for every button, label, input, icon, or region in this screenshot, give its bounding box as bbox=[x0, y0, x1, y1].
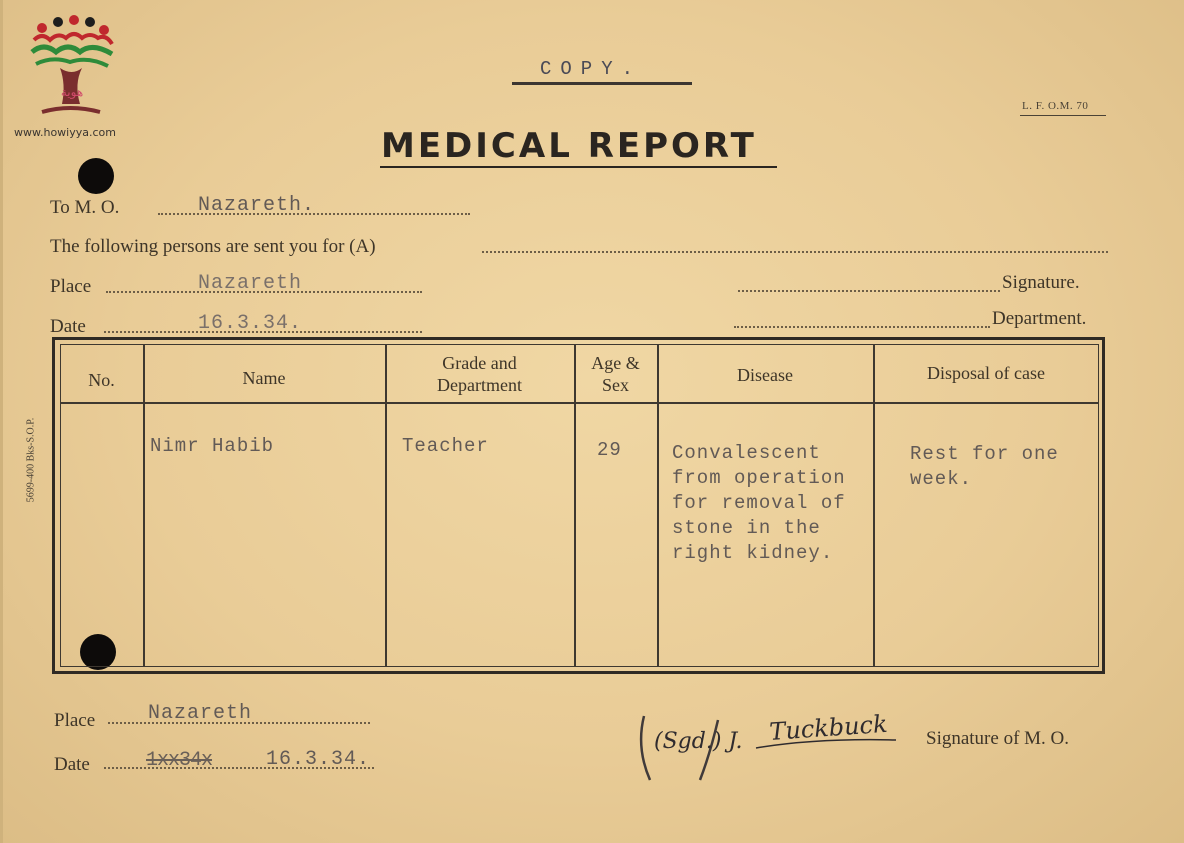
table-header-divider bbox=[60, 402, 1099, 404]
signature-label: Signature. bbox=[1002, 272, 1080, 293]
persons-dotted-line bbox=[482, 251, 1108, 253]
row-1-age[interactable]: 29 bbox=[597, 439, 622, 461]
title-underline bbox=[380, 166, 777, 168]
header-grade: Grade and Department bbox=[437, 353, 522, 395]
signature-name: Tuckbuck bbox=[768, 709, 889, 746]
footer-date-value[interactable]: 16.3.34. bbox=[266, 748, 371, 771]
copy-underline bbox=[512, 82, 692, 85]
signature-dotted-line bbox=[738, 290, 1000, 292]
row-1-name[interactable]: Nimr Habib bbox=[150, 435, 275, 457]
footer-place-label: Place bbox=[54, 710, 96, 731]
mo-signature-label: Signature of M. O. bbox=[926, 728, 1070, 749]
form-code-underline bbox=[1020, 115, 1106, 116]
col-divider-4 bbox=[657, 344, 659, 667]
header-name: Name bbox=[242, 368, 286, 388]
logo-text: هوية bbox=[60, 85, 84, 99]
howiyya-logo bbox=[22, 14, 118, 122]
row-1-disposal[interactable]: Rest for one week. bbox=[910, 443, 1059, 490]
date-label: Date bbox=[50, 316, 86, 337]
date-value[interactable]: 16.3.34. bbox=[198, 312, 303, 335]
to-mo-value[interactable]: Nazareth. bbox=[198, 194, 316, 217]
col-divider-1 bbox=[143, 344, 145, 667]
footer-date-struck: 1xx34x bbox=[146, 749, 213, 772]
side-print-code-text: 5699-400 Bks-S.O.P. bbox=[25, 417, 37, 503]
mo-handwritten-signature bbox=[636, 708, 936, 783]
persons-label: The following persons are sent you for (A) bbox=[50, 236, 376, 257]
footer-place-value[interactable]: Nazareth bbox=[148, 702, 253, 725]
header-disease: Disease bbox=[737, 365, 793, 385]
department-label: Department. bbox=[992, 308, 1087, 329]
place-label: Place bbox=[50, 276, 92, 297]
footer-date-label: Date bbox=[54, 754, 90, 775]
to-mo-label: To M. O. bbox=[50, 197, 120, 218]
side-print-code bbox=[18, 400, 44, 520]
row-1-grade[interactable]: Teacher bbox=[402, 435, 489, 457]
paper-edge bbox=[0, 0, 3, 843]
punch-hole-top bbox=[78, 158, 114, 194]
form-code: L. F. O.M. 70 bbox=[1022, 100, 1089, 112]
header-no: No. bbox=[88, 370, 115, 390]
header-age-sex: Age & Sex bbox=[591, 353, 640, 395]
copy-stamp: COPY. bbox=[540, 58, 643, 80]
page-title: MEDICAL REPORT bbox=[381, 126, 757, 166]
place-value[interactable]: Nazareth bbox=[198, 272, 303, 295]
row-1-disease[interactable]: Convalescent from operation for removal of stone in the right kidney. bbox=[672, 442, 846, 564]
signature-prefix: (Sgd.) J. bbox=[654, 729, 743, 754]
watermark-site[interactable]: www.howiyya.com bbox=[14, 126, 116, 139]
logo-people-icons bbox=[32, 15, 112, 66]
col-divider-5 bbox=[873, 344, 875, 667]
department-dotted-line bbox=[734, 326, 990, 328]
header-disposal: Disposal of case bbox=[927, 363, 1045, 383]
